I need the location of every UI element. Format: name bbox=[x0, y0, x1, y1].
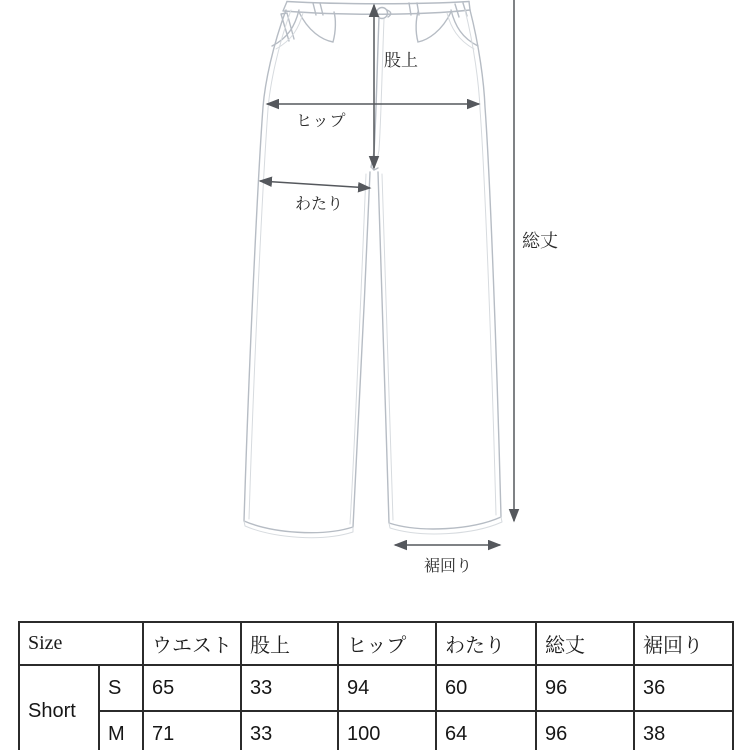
waist-button bbox=[377, 8, 388, 19]
cell-waist-s: 65 bbox=[143, 665, 241, 711]
right-pocket-bag bbox=[416, 12, 451, 42]
cell-size-s: S bbox=[99, 665, 143, 711]
cell-size-m: M bbox=[99, 711, 143, 750]
measurement-labels bbox=[295, 51, 558, 575]
pants-outline bbox=[244, 2, 501, 533]
fly-seam bbox=[371, 17, 379, 167]
pants-stitching bbox=[244, 10, 502, 538]
cell-hip-m: 100 bbox=[338, 711, 436, 750]
right-hem bbox=[389, 517, 501, 529]
col-header-rise: 股上 bbox=[241, 622, 338, 665]
right-hem-stitch bbox=[389, 517, 502, 534]
cell-hem-width-m: 38 bbox=[634, 711, 733, 750]
table-row-size-m bbox=[19, 711, 733, 750]
waistband-right-edge bbox=[469, 2, 470, 11]
cell-hip-s: 94 bbox=[338, 665, 436, 711]
left-outer-seam bbox=[244, 10, 286, 521]
col-header-thigh: わたり bbox=[436, 622, 536, 665]
thigh-arrow bbox=[260, 181, 370, 188]
left-pocket-bag bbox=[299, 12, 335, 42]
hem-width-label: 裾回り bbox=[424, 558, 473, 575]
right-outer-seam bbox=[470, 10, 501, 517]
cell-hem-width-s: 36 bbox=[634, 665, 733, 711]
cell-thigh-m: 64 bbox=[436, 711, 536, 750]
col-header-hem-width: 裾回り bbox=[634, 622, 733, 665]
left-inner-seam bbox=[353, 172, 370, 527]
cell-length-group: Short bbox=[19, 665, 99, 750]
hip-label: ヒップ bbox=[296, 113, 347, 130]
cell-thigh-s: 60 bbox=[436, 665, 536, 711]
col-header-total-length: 総丈 bbox=[536, 622, 634, 665]
col-header-hip: ヒップ bbox=[338, 622, 436, 665]
left-seam-stitch bbox=[249, 10, 291, 519]
left-inner-stitch bbox=[350, 174, 366, 524]
cell-rise-m: 33 bbox=[241, 711, 338, 750]
table-row-size-s bbox=[19, 665, 733, 711]
waistband-top-line bbox=[287, 2, 469, 4]
cell-rise-s: 33 bbox=[241, 665, 338, 711]
size-chart-table bbox=[18, 621, 734, 750]
total-length-label: 総丈 bbox=[522, 231, 558, 251]
right-seam-stitch bbox=[465, 10, 496, 515]
cell-total-length-s: 96 bbox=[536, 665, 634, 711]
cell-total-length-m: 96 bbox=[536, 711, 634, 750]
thigh-label: わたり bbox=[295, 196, 344, 213]
cell-waist-m: 71 bbox=[143, 711, 241, 750]
col-header-waist: ウエスト bbox=[143, 622, 241, 665]
rise-label: 股上 bbox=[384, 51, 418, 70]
header-row bbox=[19, 622, 733, 665]
left-hem-stitch bbox=[244, 521, 353, 538]
col-header-size: Size bbox=[19, 622, 143, 665]
